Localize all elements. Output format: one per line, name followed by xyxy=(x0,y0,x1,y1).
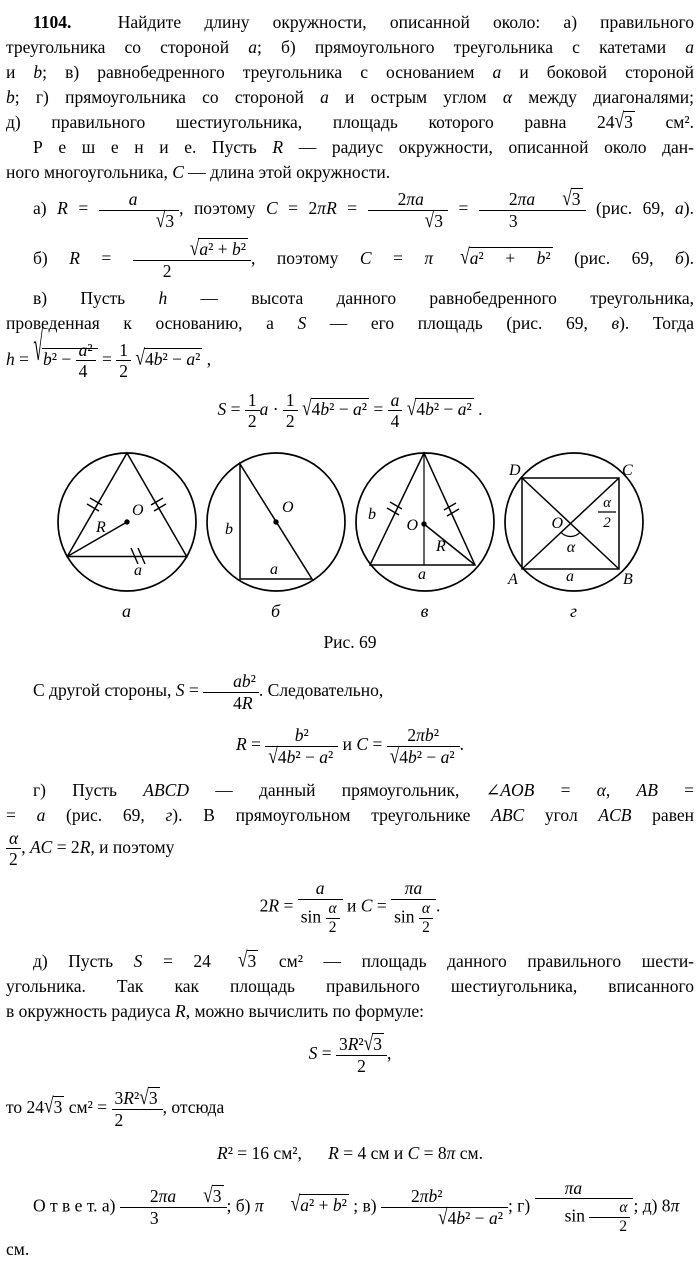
formula-r-and-c: R = $\frac{\text{b²}}{\text{√4b² − a²}}$ и C = $\frac{\text{2πb²}}{\text{√4b² − a²}}$ . xyxy=(235,725,465,768)
figure-g-point-d-label: D xyxy=(508,462,521,480)
case-b-line: б) R = $\frac{\text{√a² + b²}}{2}$ , поэтому C = π √a² + b² (рис. 69, б). xyxy=(33,235,695,281)
figure-g-alpha-label: α xyxy=(566,539,575,557)
result-line: R² = 16 см², R = 4 см и C = 8π см. xyxy=(216,1142,483,1163)
case-v-paragraph xyxy=(6,286,694,336)
case-g-line-1: г) Пусть ABCD — данный прямоугольник, ∠AOB = α, AB = xyxy=(33,779,695,800)
figure-b-point-o-label: O xyxy=(281,499,294,517)
derivation-line: то 24√3 см² = $\frac{\text{3R²√3}}{2}$ , отсюда xyxy=(6,1084,225,1130)
answer-line: О т в е т. а) $\frac{2\pi a √3}{3}$ ; б) π √a² + b² ; в) $\frac{\text{2πb²}}{\text{√4b² − a²}}$ ; г) πa sin $\frac{\alpha}{2}$ ; д) 8π см. xyxy=(6,1177,680,1259)
figure-b-leg-b-label: b xyxy=(224,521,233,539)
figure-v-letter: в xyxy=(420,601,429,622)
case-d-paragraph xyxy=(6,946,695,1024)
figure-g-angle-arc xyxy=(561,533,579,537)
formula-area-triangle: S = $\frac{1}{2}$ a · $\frac{1}{2}$ √4b² − a² = $\frac{a}{4}$ √4b² − a² . xyxy=(217,389,483,432)
figure-b-letter: б xyxy=(270,601,281,622)
figure-g-half-angle-numerator: α xyxy=(602,495,611,512)
figure-69 xyxy=(6,446,694,622)
figure-v-radius-label: R xyxy=(435,538,446,556)
figure-v xyxy=(350,446,499,622)
figure-b-center-dot xyxy=(273,519,278,524)
figure-v-center-dot xyxy=(421,521,426,526)
solution-line-1: Р е ш е н и е. Пусть R — радиус окружности, описанной около дан- xyxy=(33,137,694,157)
figure-a-side-a-label: a xyxy=(133,562,142,580)
solution-paragraph xyxy=(6,135,694,185)
problem-paragraph xyxy=(6,10,694,135)
figure-caption: Рис. 69 xyxy=(323,632,377,653)
other-side-line: С другой стороны, S = $\frac{\text{ab²}}{4R}$ . Следовательно, xyxy=(33,671,384,713)
case-d-line-2: угольника. Так как площадь правильного шестиугольника, вписанного xyxy=(6,975,694,996)
solution-line-2: ного многоугольника, C — длина этой окружности. xyxy=(6,162,391,182)
problem-line-5: д) правильного шестиугольника, площадь которого равна 24√3 см². xyxy=(6,107,694,133)
figure-a-point-o-label: O xyxy=(131,502,144,520)
figure-g-drawing xyxy=(501,446,647,598)
problem-line-4: b; г) прямоугольника со стороной a и острым углом α между диагоналями; xyxy=(6,87,694,107)
problem-line-1: 1104. Найдите длину окружности, описанной около: а) правильного xyxy=(33,12,694,32)
figure-b-leg-a-label: a xyxy=(269,561,278,579)
figure-v-drawing xyxy=(352,446,498,598)
figure-b xyxy=(201,446,350,622)
case-v-line-2: проведенная к основанию, а S — его площадь (рис. 69, в). Тогда xyxy=(6,312,694,333)
case-g-line-3: $\frac{\alpha}{2}$ , AC = 2R, и поэтому xyxy=(6,828,694,870)
formula-hexagon-area: S = $\frac{\text{3R²√3}}{2}$ , xyxy=(308,1029,392,1076)
case-a-line: а) R = $\frac{a}{√3}$ , поэтому C = 2πR = $\frac{2\pi a}{√3}$ = $\frac{2\pi a √3}{3}$ (рис. 69, а). xyxy=(33,184,694,232)
figure-a xyxy=(52,446,201,622)
figure-a-triangle xyxy=(67,453,186,557)
case-g-paragraph xyxy=(6,778,694,870)
figure-v-base-a-label: a xyxy=(417,566,426,584)
figure-g-point-a-label: A xyxy=(507,571,518,589)
figure-v-radius-line xyxy=(424,524,475,565)
figure-a-drawing xyxy=(54,446,200,598)
figure-a-letter: а xyxy=(122,601,131,622)
figure-g-side-a-label: a xyxy=(565,568,574,586)
case-v-line-1: в) Пусть h — высота данного равнобедренного треугольника, xyxy=(33,287,694,308)
problem-line-2: треугольника со стороной a; б) прямоугольного треугольника с катетами a xyxy=(6,37,694,57)
case-g-line-2: = a (рис. 69, г). В прямоугольном треугольнике ABC угол ACB равен xyxy=(6,804,694,825)
figure-b-drawing xyxy=(203,446,349,598)
figure-v-side-b-label: b xyxy=(367,506,376,524)
formula-height: h = √b² − $\frac{\text{a²}}{4}$ = $\frac{1}{2}$ √4b² − a² , xyxy=(6,321,212,382)
figure-g-point-o-label: O xyxy=(550,515,563,533)
formula-2r-and-c: 2R = a sin $\frac{\alpha}{2}$ и C = πa sin $\frac{\alpha}{2}$ . xyxy=(259,877,441,936)
figure-v-point-o-label: O xyxy=(405,517,418,535)
case-d-line-1: д) Пусть S = 24 √3 см² — площадь данного правильного шести- xyxy=(33,946,695,972)
figure-a-center-dot xyxy=(124,519,129,524)
problem-line-3: и b; в) равнобедренного треугольника с основанием a и боковой стороной xyxy=(6,62,695,82)
case-d-line-3: в окружность радиуса R, можно вычислить по формуле: xyxy=(6,1000,424,1021)
figure-g-half-angle-denominator: 2 xyxy=(602,515,611,532)
figure-g-letter: г xyxy=(569,601,578,622)
figure-g xyxy=(499,446,648,622)
figure-a-radius-label: R xyxy=(95,519,106,537)
figure-g-point-b-label: B xyxy=(622,571,633,589)
figure-g-point-c-label: C xyxy=(621,462,633,480)
figure-v-triangle xyxy=(367,453,475,565)
